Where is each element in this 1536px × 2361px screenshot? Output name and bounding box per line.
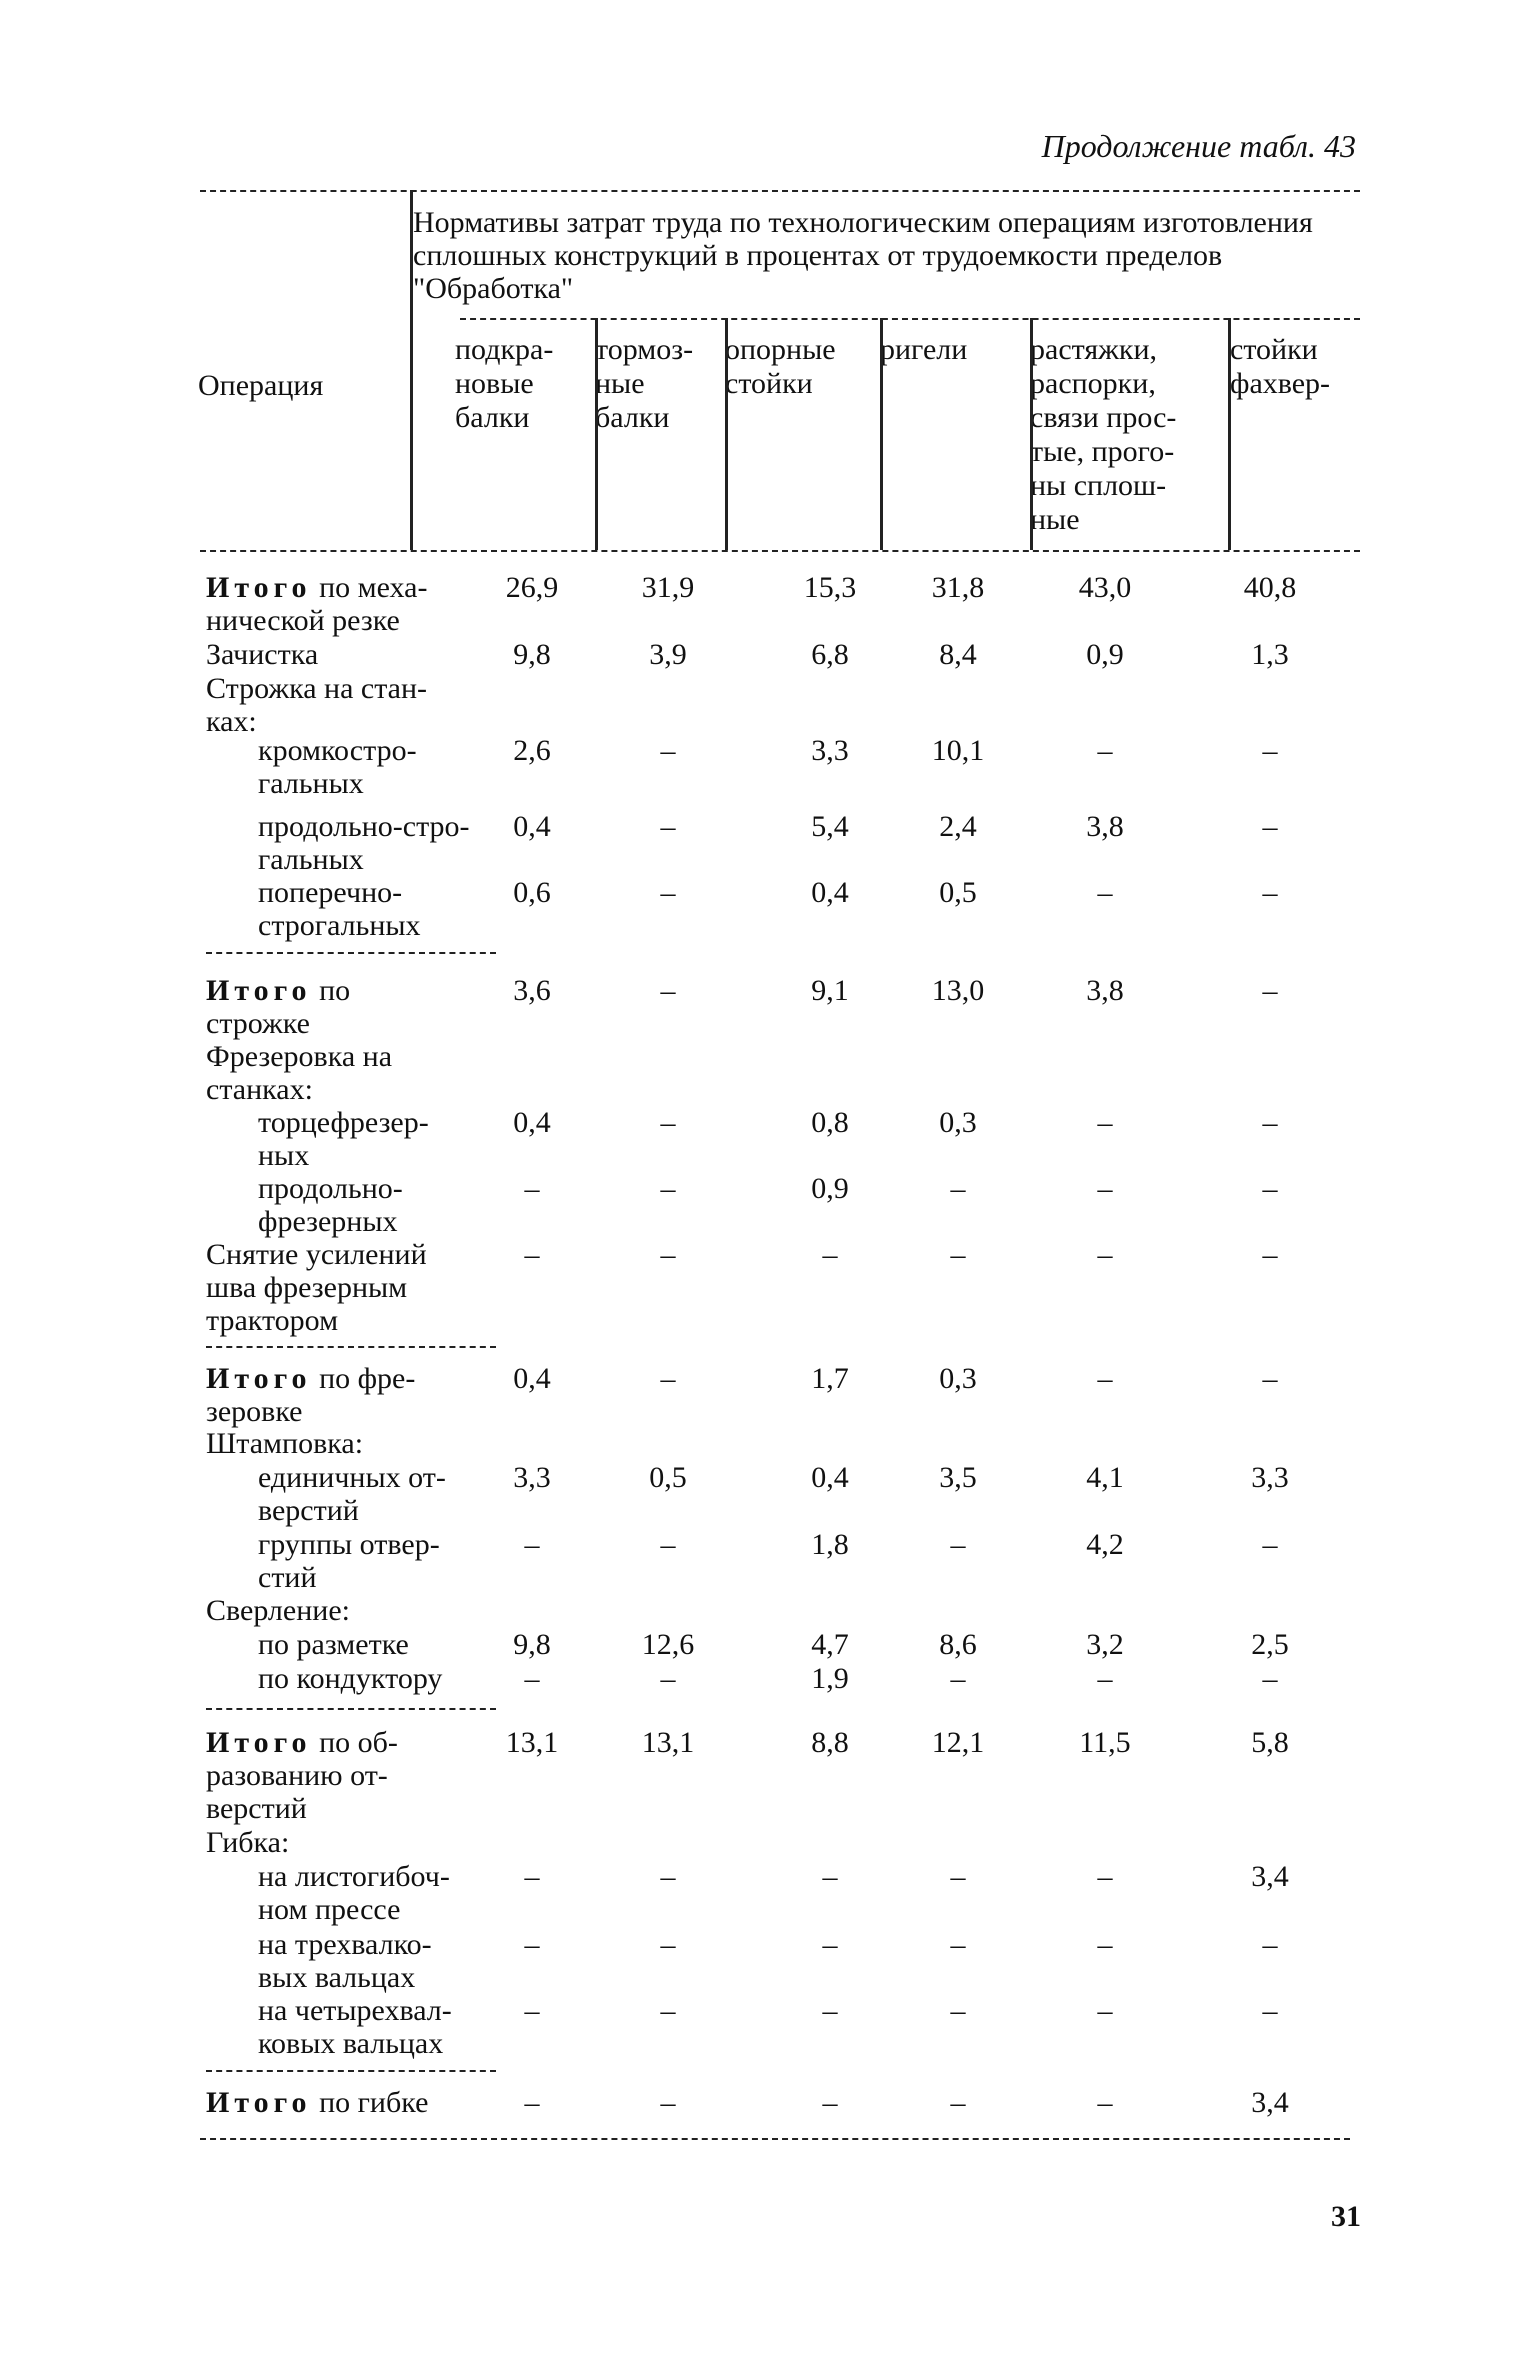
total-keyword: Итого (206, 1362, 312, 1395)
row-value: – (1262, 1238, 1278, 1271)
row-value: – (524, 2086, 540, 2119)
total-keyword: Итого (206, 571, 312, 604)
row-value: – (1262, 1362, 1278, 1395)
row-value: – (524, 1662, 540, 1695)
row-value: – (660, 1994, 676, 2027)
row-value: – (1097, 1994, 1113, 2027)
row-value: 3,3 (1251, 1461, 1289, 1494)
row-label: Гибка: (206, 1826, 290, 1859)
total-keyword: Итого (206, 2086, 312, 2119)
row-value: 3,4 (1251, 1860, 1289, 1893)
row-label: Фрезеровка на станках: (206, 1040, 393, 1106)
bottom-rule (200, 2138, 1350, 2140)
row-value: – (524, 1994, 540, 2027)
row-value: – (950, 2086, 966, 2119)
row-value: – (524, 1238, 540, 1271)
row-value: – (1262, 1528, 1278, 1561)
row-label: продольно-стро- гальных (258, 810, 470, 876)
row-value: – (1262, 810, 1278, 843)
row-value: – (1262, 1662, 1278, 1695)
row-label: Итого по строжке (206, 974, 351, 1040)
row-value: – (1097, 1928, 1113, 1961)
row-value: 3,3 (811, 734, 849, 767)
row-value: 12,6 (641, 1628, 695, 1661)
row-value: 0,4 (811, 1461, 849, 1494)
row-value: 8,4 (939, 638, 977, 671)
row-value: 0,9 (1086, 638, 1124, 671)
row-value: – (950, 1994, 966, 2027)
row-value: – (950, 1528, 966, 1561)
row-value: – (1262, 1172, 1278, 1205)
row-value: 26,9 (505, 571, 559, 604)
row-value: – (1262, 734, 1278, 767)
top-rule (200, 190, 1360, 192)
row-label: продольно- фрезерных (258, 1172, 403, 1238)
row-value: 31,8 (931, 571, 985, 604)
group-separator (206, 1346, 496, 1348)
row-label: на трехвалко- вых вальцах (258, 1928, 432, 1994)
row-label: единичных от- верстий (258, 1461, 446, 1527)
row-value: 3,9 (649, 638, 687, 671)
row-value: – (1097, 2086, 1113, 2119)
row-value: 0,8 (811, 1106, 849, 1139)
row-value: – (1097, 1238, 1113, 1271)
row-value: – (1097, 1106, 1113, 1139)
row-value: – (660, 1662, 676, 1695)
row-value: – (822, 1928, 838, 1961)
group-separator (206, 952, 496, 954)
row-label: по разметке (258, 1628, 409, 1661)
row-value: – (1262, 1928, 1278, 1961)
row-value: 0,4 (513, 1106, 551, 1139)
row-value: 3,6 (513, 974, 551, 1007)
row-value: – (660, 1528, 676, 1561)
row-value: – (1097, 1362, 1113, 1395)
page-number: 31 (1331, 2200, 1361, 2233)
row-value: – (660, 2086, 676, 2119)
row-label: группы отвер- стий (258, 1528, 440, 1594)
row-value: 4,1 (1086, 1461, 1124, 1494)
row-value: 9,8 (513, 638, 551, 671)
row-value: – (660, 1928, 676, 1961)
row-value: 10,1 (931, 734, 985, 767)
row-value: – (1097, 1172, 1113, 1205)
row-value: 13,1 (641, 1726, 695, 1759)
column-divider (1228, 318, 1231, 550)
row-value: – (822, 1860, 838, 1893)
row-value: – (660, 1106, 676, 1139)
row-label: поперечно- строгальных (258, 876, 421, 942)
row-value: – (822, 1238, 838, 1271)
row-value: – (524, 1172, 540, 1205)
row-value: 3,8 (1086, 810, 1124, 843)
table-header-title: Нормативы затрат труда по технологическим операциям изготовления сплошных конструкций в процентах от трудоемкости пределов "Обработка" (413, 206, 1313, 305)
row-value: 3,8 (1086, 974, 1124, 1007)
row-value: 5,4 (811, 810, 849, 843)
row-value: – (950, 1662, 966, 1695)
row-value: 3,2 (1086, 1628, 1124, 1661)
row-value: – (1262, 1994, 1278, 2027)
row-value: 3,5 (939, 1461, 977, 1494)
row-value: – (950, 1238, 966, 1271)
row-value: 0,4 (513, 810, 551, 843)
row-label: Сверление: (206, 1594, 350, 1627)
column-header: тормоз- ные балки (595, 333, 694, 434)
row-value: 43,0 (1078, 571, 1132, 604)
row-value: 0,6 (513, 876, 551, 909)
total-keyword: Итого (206, 1726, 312, 1759)
column-divider (725, 318, 728, 550)
column-divider (1030, 318, 1033, 550)
row-value: 3,3 (513, 1461, 551, 1494)
column-header: ригели (880, 333, 968, 366)
row-value: 13,1 (505, 1726, 559, 1759)
row-label: Итого по об- разованию от- верстий (206, 1726, 398, 1825)
column-header: растяжки, распорки, связи прос- тые, прого- ны сплош- ные (1030, 333, 1177, 536)
row-value: 1,9 (811, 1662, 849, 1695)
row-value: – (660, 1860, 676, 1893)
row-value: 0,3 (939, 1362, 977, 1395)
row-value: – (950, 1860, 966, 1893)
row-value: – (1097, 734, 1113, 767)
row-value: – (660, 974, 676, 1007)
header-bottom-rule (200, 550, 1360, 552)
row-value: 5,8 (1251, 1726, 1289, 1759)
row-value: 8,8 (811, 1726, 849, 1759)
row-value: – (660, 1362, 676, 1395)
row-label: Зачистка (206, 638, 319, 671)
row-label: Итого по гибке (206, 2086, 429, 2119)
row-value: – (950, 1928, 966, 1961)
row-label: на четырехвал- ковых вальцах (258, 1994, 452, 2060)
total-keyword: Итого (206, 974, 312, 1007)
row-value: – (660, 734, 676, 767)
row-label: кромкостро- гальных (258, 734, 417, 800)
row-label: торцефрезер- ных (258, 1106, 429, 1172)
row-value: 0,4 (513, 1362, 551, 1395)
row-value: 6,8 (811, 638, 849, 671)
column-header: подкра- новые балки (455, 333, 554, 434)
row-value: – (1262, 876, 1278, 909)
row-value: 11,5 (1079, 1726, 1131, 1759)
row-value: – (660, 1172, 676, 1205)
row-value: 8,6 (939, 1628, 977, 1661)
column-header: стойки фахвер- (1230, 333, 1331, 400)
row-value: – (1097, 1860, 1113, 1893)
operation-header: Операция (198, 369, 324, 402)
row-value: – (1262, 974, 1278, 1007)
group-separator (206, 2070, 496, 2072)
table-caption: Продолжение табл. 43 (1041, 128, 1356, 164)
row-label: Штамповка: (206, 1427, 364, 1460)
row-value: – (660, 876, 676, 909)
group-separator (206, 1708, 496, 1710)
row-value: 0,9 (811, 1172, 849, 1205)
row-value: 4,7 (811, 1628, 849, 1661)
row-value: – (950, 1172, 966, 1205)
row-value: – (524, 1928, 540, 1961)
row-value: – (822, 1994, 838, 2027)
row-value: – (1262, 1106, 1278, 1139)
row-value: – (524, 1528, 540, 1561)
row-value: 2,5 (1251, 1628, 1289, 1661)
row-value: 1,7 (811, 1362, 849, 1395)
row-value: 12,1 (931, 1726, 985, 1759)
row-value: – (1097, 1662, 1113, 1695)
row-value: 0,4 (811, 876, 849, 909)
row-label: по кондуктору (258, 1662, 443, 1695)
row-value: – (822, 2086, 838, 2119)
row-value: 2,6 (513, 734, 551, 767)
row-label: Снятие усилений шва фрезерным трактором (206, 1238, 427, 1337)
row-value: 1,8 (811, 1528, 849, 1561)
row-value: 0,5 (649, 1461, 687, 1494)
column-divider (880, 318, 883, 550)
row-value: – (660, 810, 676, 843)
row-value: 2,4 (939, 810, 977, 843)
row-value: 31,9 (641, 571, 695, 604)
row-label: Строжка на стан- ках: (206, 672, 428, 738)
row-label: на листогибоч- ном прессе (258, 1860, 450, 1926)
row-value: 1,3 (1251, 638, 1289, 671)
row-value: 3,4 (1251, 2086, 1289, 2119)
row-value: 15,3 (803, 571, 857, 604)
row-value: 4,2 (1086, 1528, 1124, 1561)
row-value: 0,5 (939, 876, 977, 909)
row-value: – (524, 1860, 540, 1893)
row-label: Итого по фре- зеровке (206, 1362, 416, 1428)
row-value: 9,8 (513, 1628, 551, 1661)
row-value: – (660, 1238, 676, 1271)
column-header: опорные стойки (725, 333, 836, 400)
column-divider (595, 318, 598, 550)
row-value: – (1097, 876, 1113, 909)
row-value: 9,1 (811, 974, 849, 1007)
row-value: 13,0 (931, 974, 985, 1007)
row-label: Итого по меха- нической резке (206, 571, 428, 637)
row-value: 40,8 (1243, 571, 1297, 604)
row-value: 0,3 (939, 1106, 977, 1139)
